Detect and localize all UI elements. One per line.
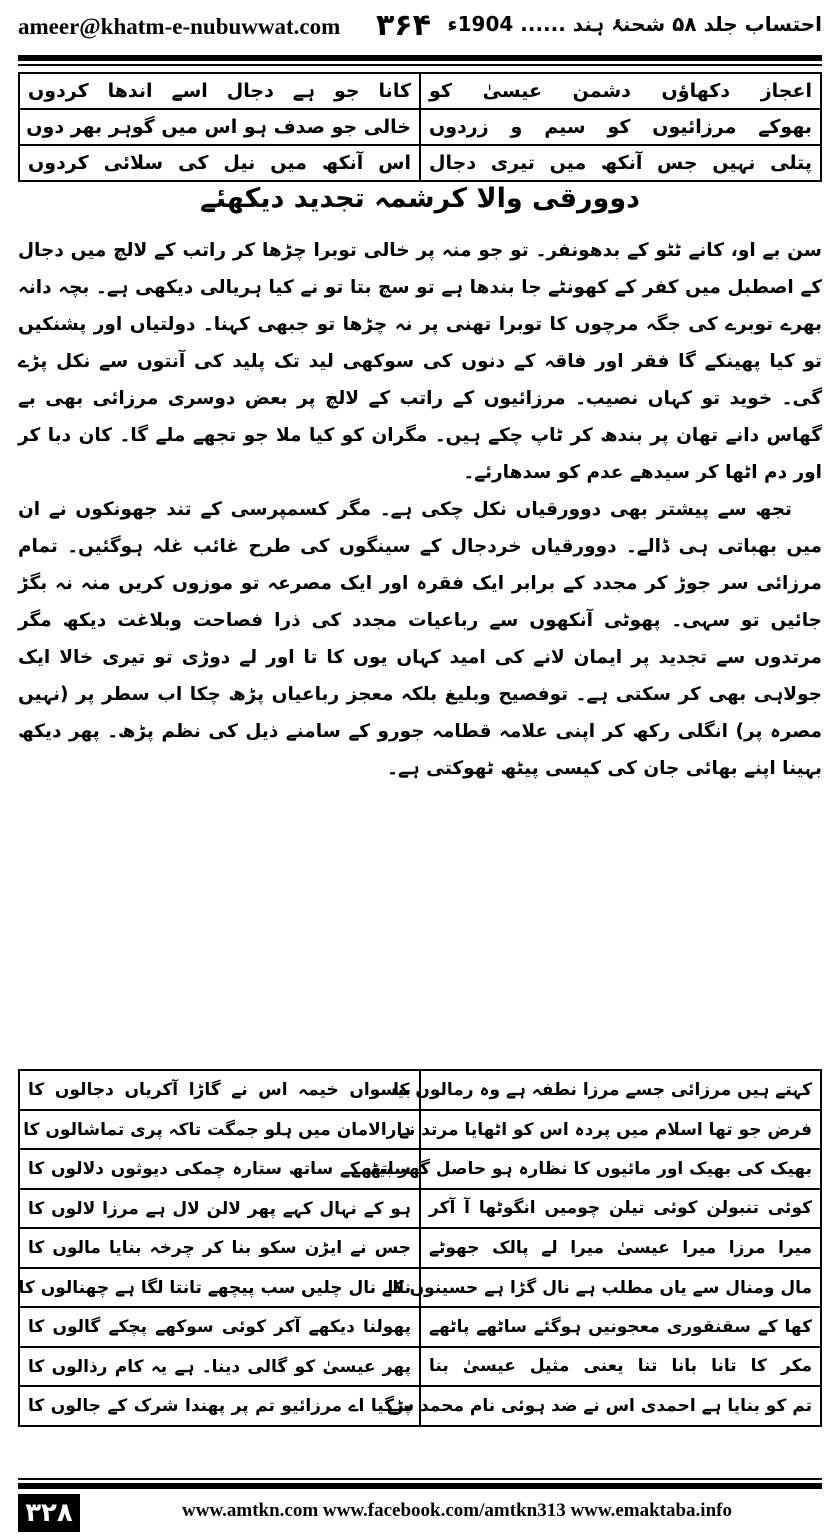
poem-row: [19, 1189, 821, 1229]
poem-row: [19, 1228, 821, 1268]
header-book-title: احتساب جلد ۵۸ شحنۂ ہند ...... 1904ء: [447, 12, 822, 36]
poem-row: [19, 1268, 821, 1308]
poem-row: [19, 109, 821, 145]
poem-row: [19, 1347, 821, 1387]
footer-links: www.amtkn.com www.facebook.com/amtkn313 www.emaktaba.info: [182, 1500, 732, 1521]
poem-table-bottom: [18, 1069, 822, 1427]
prose-paragraph: سن بے او، کانے ٹٹو کے بدھونفر۔ تو جو منہ پر خالی توبرا چڑھا کر راتب کے لالچ میں دجال کے اصطبل میں کفر کے کھونٹے جا بندھا ہے تو سچ بتا تو نے کیا ہریالی دیکھی ہے۔ بچہ دانہ بھرے توبرے کی جگہ مرچوں کا توبرا تھنی پر نہ چڑھا تو جبھی کہنا۔ دولتیاں اور پشنکیں تو کیا پھینکے گا فقر اور فاقہ کے دنوں کی سوکھی لید تک پلید کی آنتوں سے نکل پڑے گی۔ خوید تو کہاں نصیب۔ مرزائیوں کے راتب کے لالچ پر بعض دوسری مرزائی بھی بے گھاس دانے تھان پر بندھ کر ٹاپ چکے ہیں۔ مگران کو کیا ملا جو تجھے ملے گا۔ کان دبا کر اور دم اٹھا کر سیدھے عدم کو سدھارئے۔: [18, 240, 822, 483]
poem-row: [19, 1307, 821, 1347]
footer-rule-thick: [18, 1483, 822, 1489]
header-rule-thin: [18, 64, 822, 66]
prose-paragraph: تجھ سے پیشتر بھی دوورقیاں نکل چکی ہے۔ مگر کسمپرسی کے تند جھونکوں نے ان میں بھباتی ہی ڈالے۔ دوورقیاں خردجال کے سینگوں کی طرح غائب غلہ ہوگئیں۔ تمام مرزائی سر جوڑ کر مجدد کے برابر ایک فقرہ اور ایک مصرعہ تو موزوں کریں منہ نہ بگڑ جائیں تو سہی۔ پھوٹی آنکھوں سے رباعیات مجدد کی ذرا فصاحت وبلاغت دیکھ مگر مرتدوں سے تجدید پر ایمان لانے کی امید کہاں یوں کا تا اور لے دوڑی تو تیری خالا ایک جولاہی بھی کر سکتی ہے۔ توفصیح وبلیغ بلکہ معجز رباعیاں پڑھ چکا اب سطر پر (نہیں مصرہ پر) انگلی رکھ کر اپنی علامہ قطامہ جورو کے سامنے ذیل کی نظم پڑھ۔ پھر دیکھ بہینا اپنے بھائی جان کی کیسی پیٹھ ٹھوکتی ہے۔: [18, 499, 822, 779]
poem-verse-right: میرا مرزا میرا عیسیٰ میرا لے پالک جھوٹے: [420, 1228, 821, 1268]
poem-verse-left: جس نے ایڑن سکو بنا کر چرخہ بنایا مالوں کا: [19, 1228, 420, 1268]
header-email: ameer@khatm-e-nubuwwat.com: [18, 14, 341, 39]
poem-verse-right: فرض جو تھا اسلام میں پردہ اس کو اٹھایا مرتد نے: [420, 1110, 821, 1150]
header-page-number: ۳۶۴: [376, 8, 431, 43]
poem-verse-left: پڑگیا اے مرزائیو تم پر پھندا شرک کے جالوں کا: [19, 1386, 420, 1426]
page-header: [18, 8, 822, 48]
poem-row: [19, 1386, 821, 1426]
poem-verse-left: خالی جو صدف ہو اس میں گوہر بھر دوں: [19, 109, 420, 145]
poem-verse-right: تم کو بنایا ہے احمدی اس نے ضد ہوئی نام محمد سے: [420, 1386, 821, 1426]
poem-verse-left: نالے نال چلیں سب پیچھے تانتا لگا ہے چھنالوں کا: [19, 1268, 420, 1308]
poem-verse-right: پتلی نہیں جس آنکھ میں تیری دجال: [420, 145, 821, 181]
poem-verse-left: پھر عیسیٰ کو گالی دینا۔ ہے یہ کام رذالوں کا: [19, 1347, 420, 1387]
poem-verse-right: بھیک کی بھیک اور مائیوں کا نظارہ ہو حاصل گھر بیٹھے: [420, 1149, 821, 1189]
poem-verse-left: دارالامان میں ہلو جمگت تاکہ پری تماشالوں کا: [19, 1110, 420, 1150]
poem-verse-right: کہتے ہیں مرزائی جسے مرزا نطفہ ہے وہ رمالوں کا: [420, 1070, 821, 1110]
poem-verse-left: بیسواں خیمہ اس نے گاڑا آکریاں دجالوں کا: [19, 1070, 420, 1110]
section-heading: دوورقی والا کرشمہ تجدید دیکھئے: [200, 183, 640, 214]
poem-verse-left: کانا جو ہے دجال اسے اندھا کردوں: [19, 73, 420, 109]
poem-verse-right: مال ومنال سے یاں مطلب ہے نال گڑا ہے حسینوں کا: [420, 1268, 821, 1308]
poem-verse-right: کھا کے سقنقوری معجونیں ہوگئے ساٹھے پاٹھے: [420, 1307, 821, 1347]
poem-row: [19, 1070, 821, 1110]
poem-verse-left: ساتھ کے ساتھ ستارہ چمکی دیوثوں دلالوں کا: [19, 1149, 420, 1189]
poem-verse-right: مکر کا تانا بانا تنا یعنی مثیل عیسیٰ بنا: [420, 1347, 821, 1387]
poem-row: [19, 145, 821, 181]
poem-verse-left: اس آنکھ میں نیل کی سلائی کردوں: [19, 145, 420, 181]
poem-table-top: [18, 72, 822, 182]
poem-row: [19, 1110, 821, 1150]
poem-verse-right: اعجاز دکھاؤں دشمن عیسیٰ کو: [420, 73, 821, 109]
poem-verse-left: پھولنا دیکھے آکر کوئی سوکھے پچکے گالوں کا: [19, 1307, 420, 1347]
footer-page-badge: ۳۲۸: [18, 1494, 80, 1532]
footer-rule-thin: [18, 1478, 822, 1480]
header-rule-thick: [18, 55, 822, 61]
poem-row: [19, 73, 821, 109]
poem-verse-right: بھوکے مرزائیوں کو سیم و زردوں: [420, 109, 821, 145]
prose-body: [18, 232, 822, 787]
poem-verse-right: کوئی تنبولن کوئی تیلن چومیں انگوٹھا آ آکر: [420, 1189, 821, 1229]
poem-row: [19, 1149, 821, 1189]
poem-verse-left: ہو کے نہال کہے پھر لالن لال ہے مرزا لالوں کا: [19, 1189, 420, 1229]
